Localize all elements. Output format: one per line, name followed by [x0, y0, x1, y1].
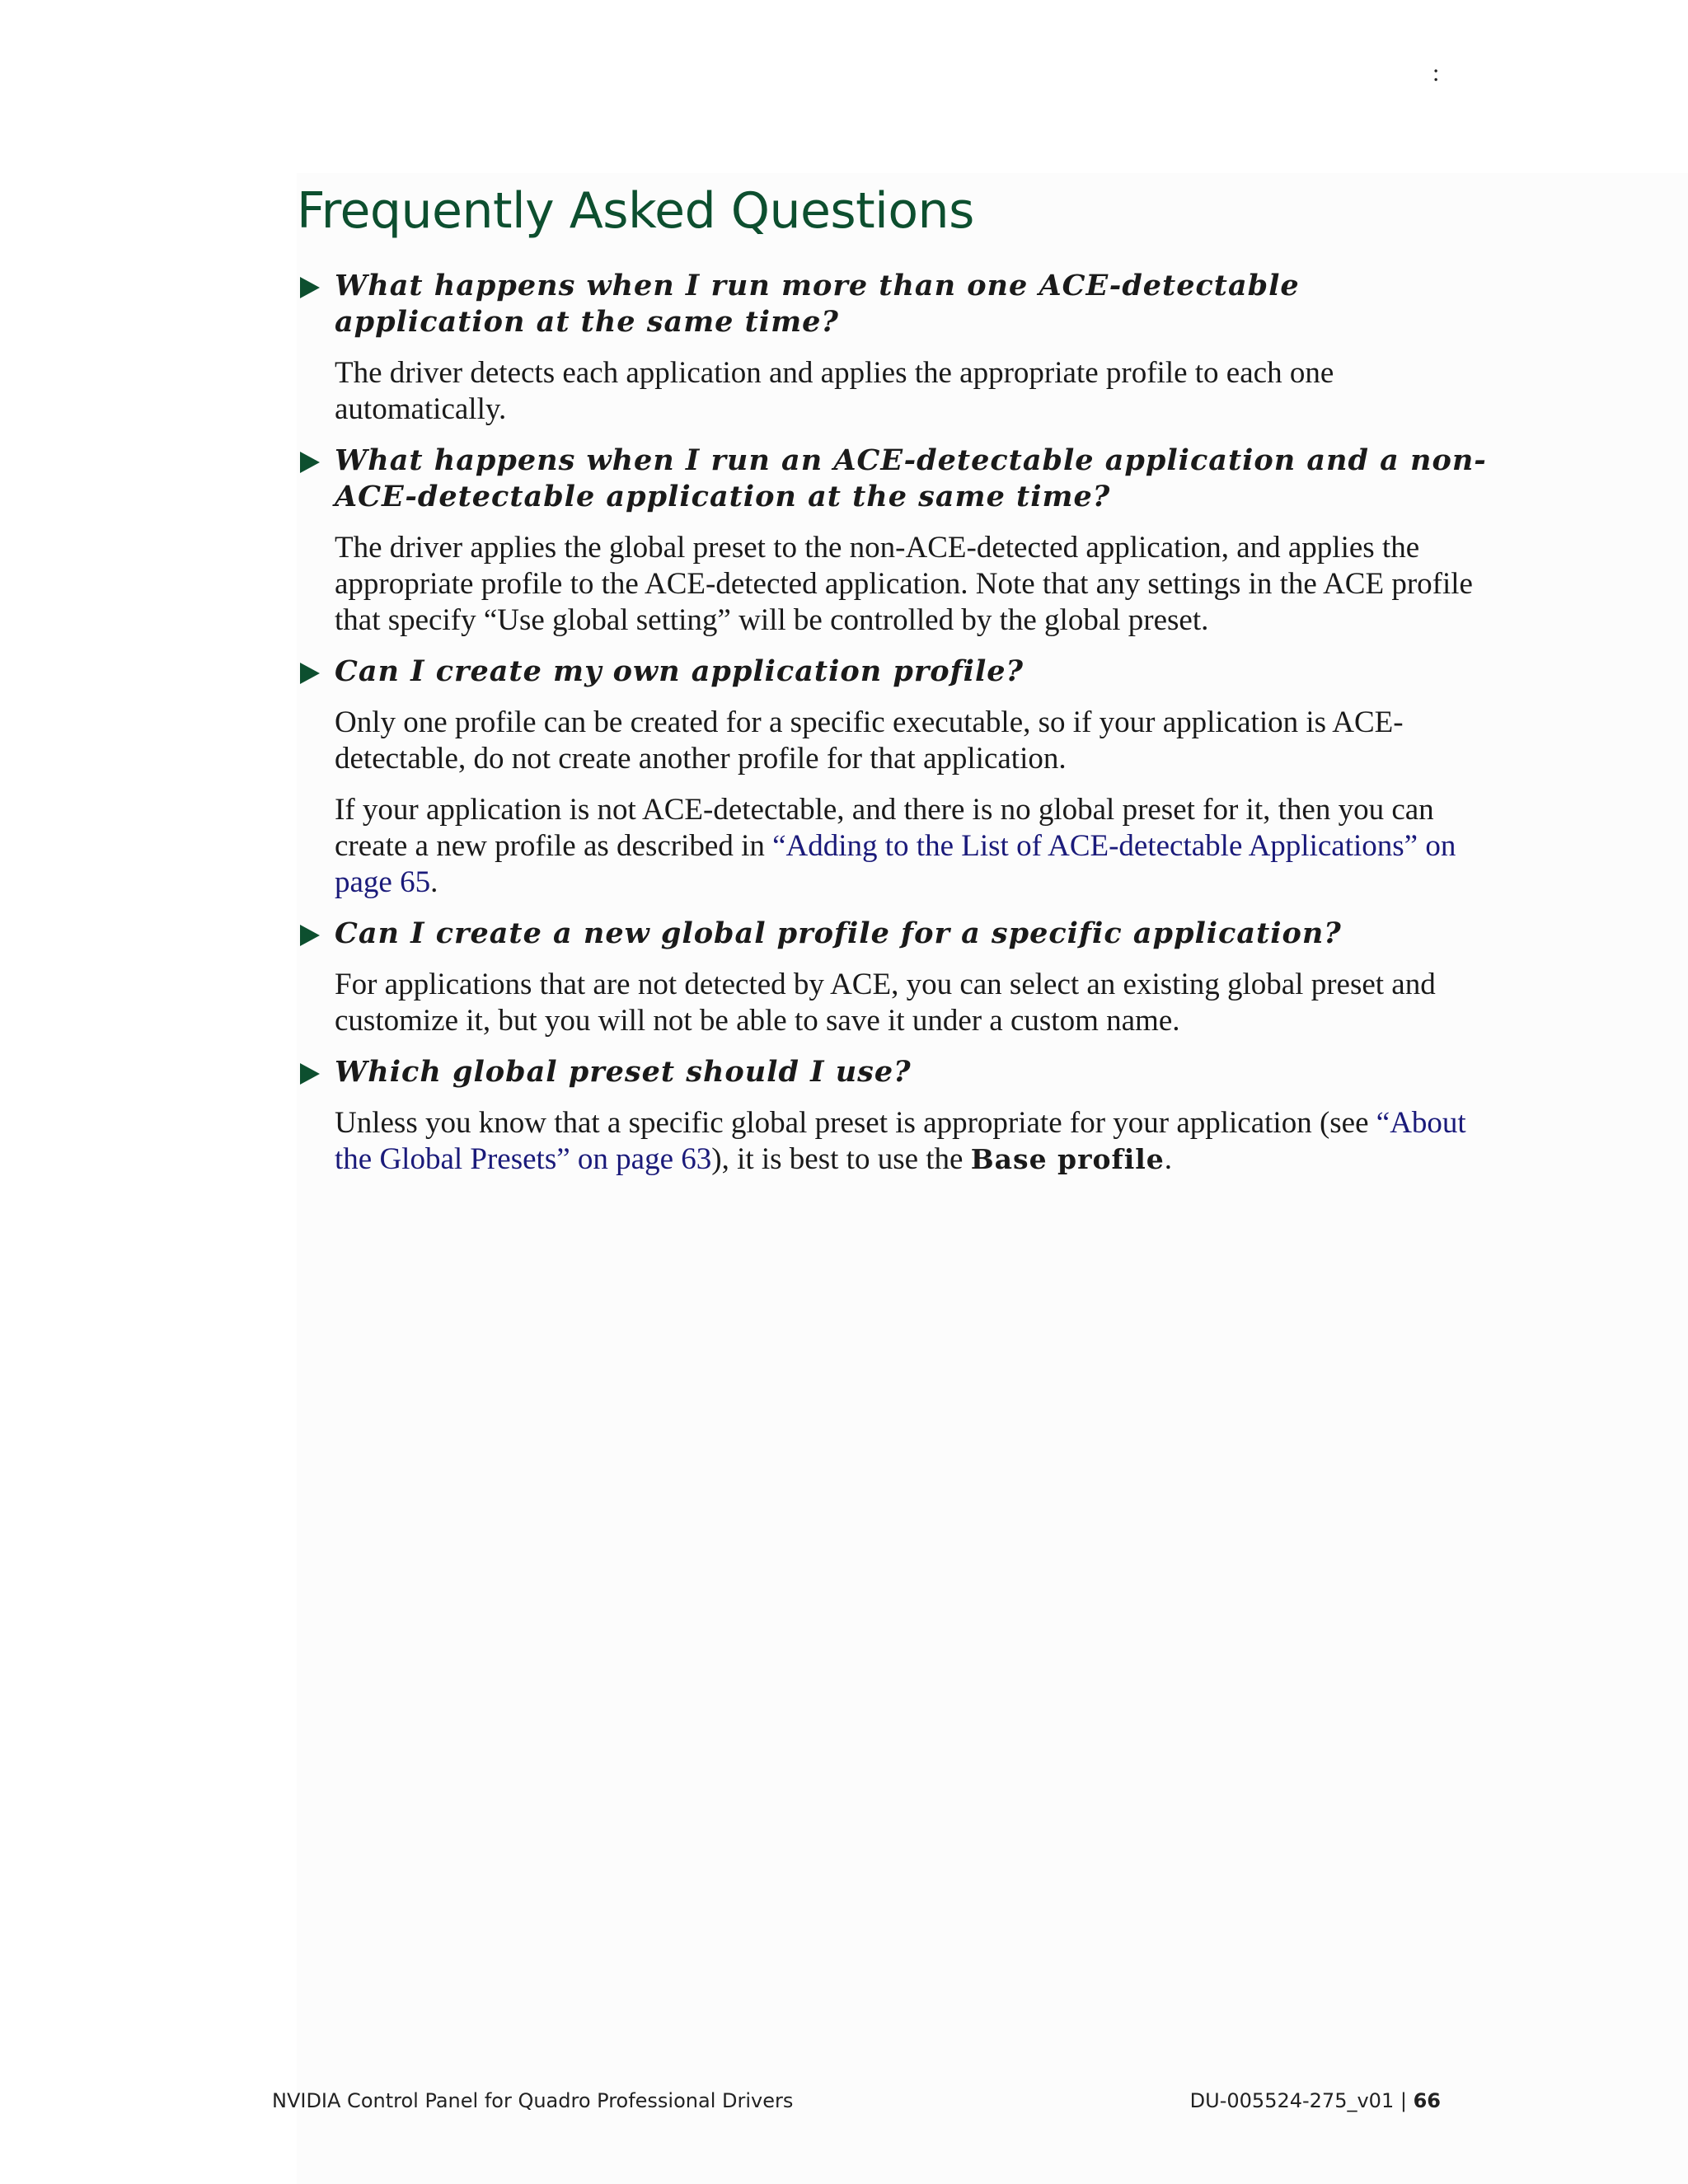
- footer-document-title: NVIDIA Control Panel for Quadro Professional Drivers: [272, 2089, 794, 2112]
- faq-question: [297, 443, 1492, 515]
- answer-text: .: [1164, 1142, 1173, 1176]
- faq-item-5: [297, 1054, 1492, 1178]
- triangle-bullet-icon: [300, 452, 320, 473]
- answer-text: If your application is not ACE-detectable, and there is no global preset for it, then you can create a new profile as described in: [335, 793, 1434, 863]
- triangle-bullet-icon: [300, 925, 320, 946]
- faq-answer: The driver applies the global preset to the non-ACE-detected application, and applies the appropriate profile to the ACE-detected application. Note that any settings in the ACE profile that specify “Use global setting” will be controlled by the global preset.: [335, 531, 1473, 637]
- header-mark: :: [1432, 59, 1440, 87]
- faq-answer: For applications that are not detected by ACE, you can select an existing global preset and customize it, but you will not be able to save it under a custom name.: [335, 968, 1436, 1038]
- faq-answer-secondary: [297, 792, 1492, 901]
- footer-page-number: 66: [1413, 2089, 1441, 2112]
- footer-separator: |: [1400, 2089, 1407, 2112]
- faq-item-3: [297, 654, 1492, 901]
- faq-question-text: What happens when I run more than one ACE-detectable application at the same time?: [335, 269, 1300, 339]
- triangle-bullet-icon: [300, 1063, 320, 1085]
- document-body: [297, 183, 1492, 1193]
- faq-question: [297, 654, 1492, 690]
- faq-answer: [297, 1105, 1492, 1178]
- faq-question: [297, 1054, 1492, 1090]
- cross-reference-link-global-presets[interactable]: “About the Global Presets” on page 63: [335, 1106, 1466, 1176]
- cross-reference-link-ace-detectable[interactable]: “Adding to the List of ACE-detectable Applications” on page 65: [335, 829, 1456, 899]
- faq-question: [297, 916, 1492, 952]
- faq-question-text: Can I create a new global profile for a specific application?: [335, 916, 1342, 950]
- faq-question-text: What happens when I run an ACE-detectable application and a non-ACE-detectable application at the same time?: [335, 443, 1487, 513]
- faq-answer: Only one profile can be created for a specific executable, so if your application is ACE-detectable, do not create another profile for that application.: [335, 705, 1404, 776]
- answer-text: ), it is best to use the: [711, 1142, 971, 1176]
- faq-answer: The driver detects each application and applies the appropriate profile to each one automatically.: [335, 356, 1334, 426]
- triangle-bullet-icon: [300, 277, 320, 298]
- footer-doc-id: DU-005524-275_v01: [1189, 2089, 1395, 2112]
- page-title: Frequently Asked Questions: [297, 182, 974, 240]
- answer-text: Unless you know that a specific global preset is appropriate for your application (see: [335, 1106, 1376, 1140]
- answer-text: .: [430, 865, 438, 899]
- footer-page-info: [1190, 2089, 1441, 2112]
- faq-question-text: Can I create my own application profile?: [335, 654, 1025, 688]
- faq-question-text: Which global preset should I use?: [335, 1055, 912, 1089]
- faq-item-2: [297, 443, 1492, 639]
- triangle-bullet-icon: [300, 663, 320, 684]
- base-profile-term: Base profile: [970, 1143, 1165, 1175]
- faq-item-4: [297, 916, 1492, 1039]
- faq-item-1: [297, 268, 1492, 428]
- faq-question: [297, 268, 1492, 340]
